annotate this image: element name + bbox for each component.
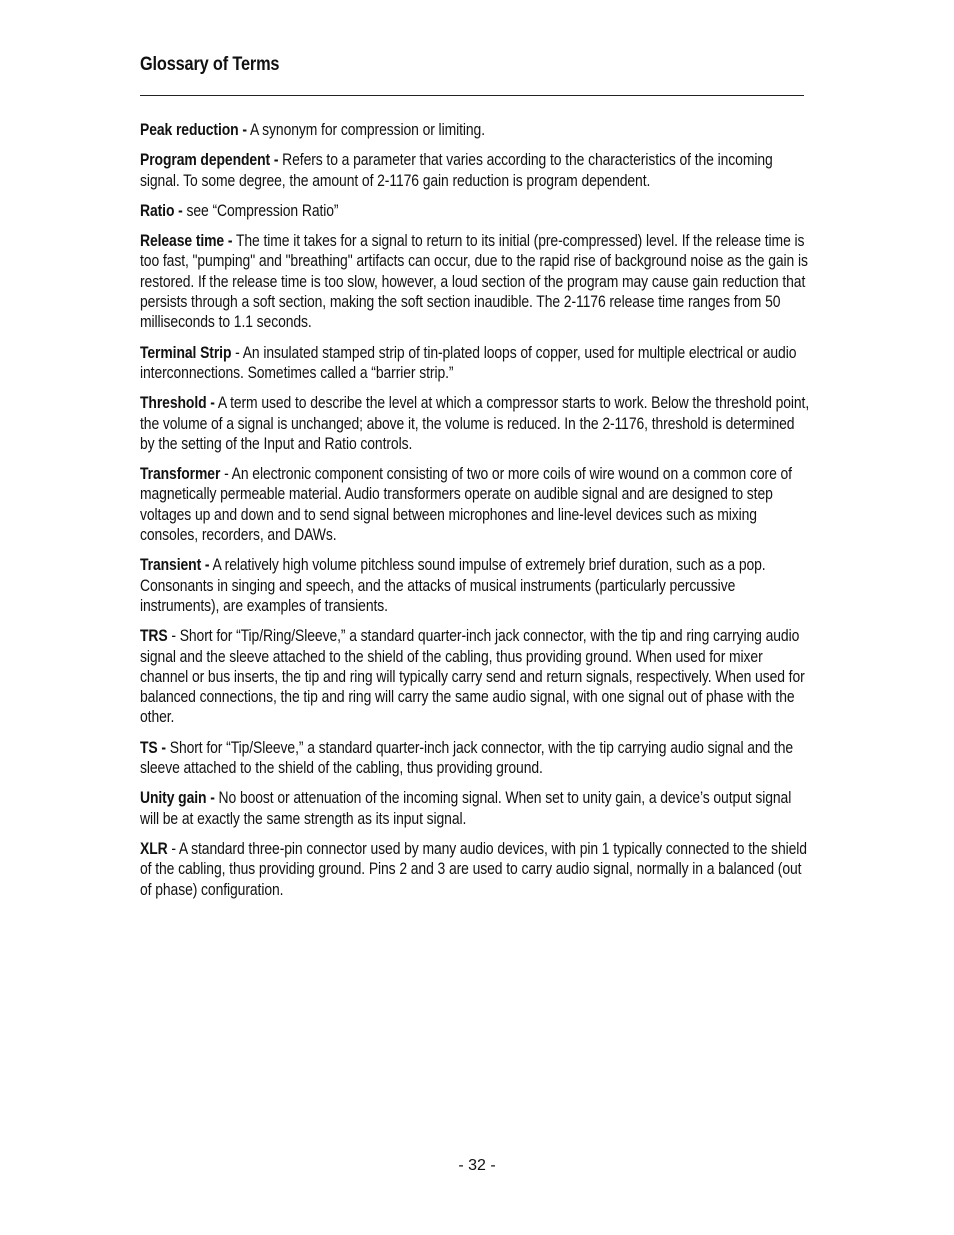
glossary-definition: Refers to a parameter that varies according to the characteristics of the incoming signal. To some degree, the amount of 2-1176 gain reduction is program dependent.	[140, 151, 773, 190]
glossary-definition: A term used to describe the level at which a compressor starts to work. Below the threshold point, the volume of a signal is unchanged; above it, the volume is reduced. In the 2-1176, threshold is determined by the setting of the Input and Ratio controls.	[140, 394, 810, 453]
glossary-entry	[140, 555, 811, 616]
glossary-entry	[140, 120, 811, 140]
glossary-definition: - Short for “Tip/Ring/Sleeve,” a standard quarter-inch jack connector, with the tip and ring carrying audio signal and the sleeve attached to the shield of the cabling, thus providing ground. When used for mixer channel or bus inserts, the tip and ring will typically carry send and return signals, respectively. When used for balanced connections, the tip and ring will carry the same audio signal, with one signal out of phase with the other.	[140, 627, 805, 727]
glossary-entry	[140, 343, 811, 384]
glossary-definition: see “Compression Ratio”	[182, 201, 339, 220]
glossary-entry	[140, 738, 811, 779]
glossary-list	[140, 120, 811, 910]
glossary-definition: - An insulated stamped strip of tin-plated loops of copper, used for multiple electrical or audio interconnections. Sometimes called a “barrier strip.”	[140, 343, 797, 382]
title-divider	[140, 95, 804, 96]
glossary-entry	[140, 839, 811, 900]
glossary-entry	[140, 393, 811, 454]
glossary-term: Peak reduction -	[140, 121, 247, 139]
glossary-definition: The time it takes for a signal to return to its initial (pre-compressed) level. If the release time is too fast, "pumping" and "breathing" artifacts can occur, due to the rapid rise of background noise as the gain is restored. If the release time is too slow, however, a loud section of the program may cause gain reduction that persists through a soft section, making the soft section inaudible. The 2-1176 release time ranges from 50 milliseconds to 1.1 seconds.	[140, 232, 808, 332]
glossary-entry	[140, 150, 811, 191]
glossary-entry	[140, 626, 811, 727]
glossary-term: TS -	[140, 738, 166, 757]
glossary-definition: Short for “Tip/Sleeve,” a standard quarter-inch jack connector, with the tip carrying audio signal and the sleeve attached to the shield of the cabling, thus providing ground.	[140, 738, 794, 778]
glossary-term: Ratio -	[140, 201, 183, 220]
glossary-term: Transient -	[140, 556, 210, 575]
glossary-definition: A synonym for compression or limiting.	[246, 121, 485, 139]
glossary-definition: No boost or attenuation of the incoming signal. When set to unity gain, a device’s output signal will be at exactly the same strength as its input signal.	[140, 789, 792, 828]
glossary-definition: - An electronic component consisting of two or more coils of wire wound on a common core of magnetically permeable material. Audio transformers operate on audible signal and are designed to step voltages up and down and to send signal between microphones and line-level devices such as mixing consoles, recorders, and DAWs.	[140, 465, 792, 545]
glossary-definition: - A standard three-pin connector used by many audio devices, with pin 1 typically connected to the shield of the cabling, thus providing ground. Pins 2 and 3 are used to carry audio signal, normally in a balanced (out of phase) configuration.	[140, 839, 807, 899]
glossary-term: TRS	[140, 627, 168, 646]
glossary-term: Release time -	[140, 232, 233, 251]
glossary-term: Unity gain -	[140, 789, 215, 808]
glossary-entry	[140, 464, 811, 545]
glossary-entry	[140, 231, 811, 332]
page-title: Glossary of Terms	[140, 54, 280, 75]
glossary-term: Terminal Strip	[140, 343, 232, 362]
glossary-entry	[140, 201, 811, 221]
glossary-entry	[140, 788, 811, 829]
page-number: - 32 -	[458, 1157, 496, 1174]
glossary-term: Program dependent -	[140, 151, 279, 170]
glossary-definition: A relatively high volume pitchless sound impulse of extremely brief duration, such as a pop. Consonants in singing and speech, and the attacks of musical instruments (particularly percussive instruments), are examples of transients.	[140, 556, 766, 615]
glossary-term: XLR	[140, 839, 168, 858]
glossary-term: Transformer	[140, 465, 221, 484]
glossary-term: Threshold -	[140, 394, 215, 413]
